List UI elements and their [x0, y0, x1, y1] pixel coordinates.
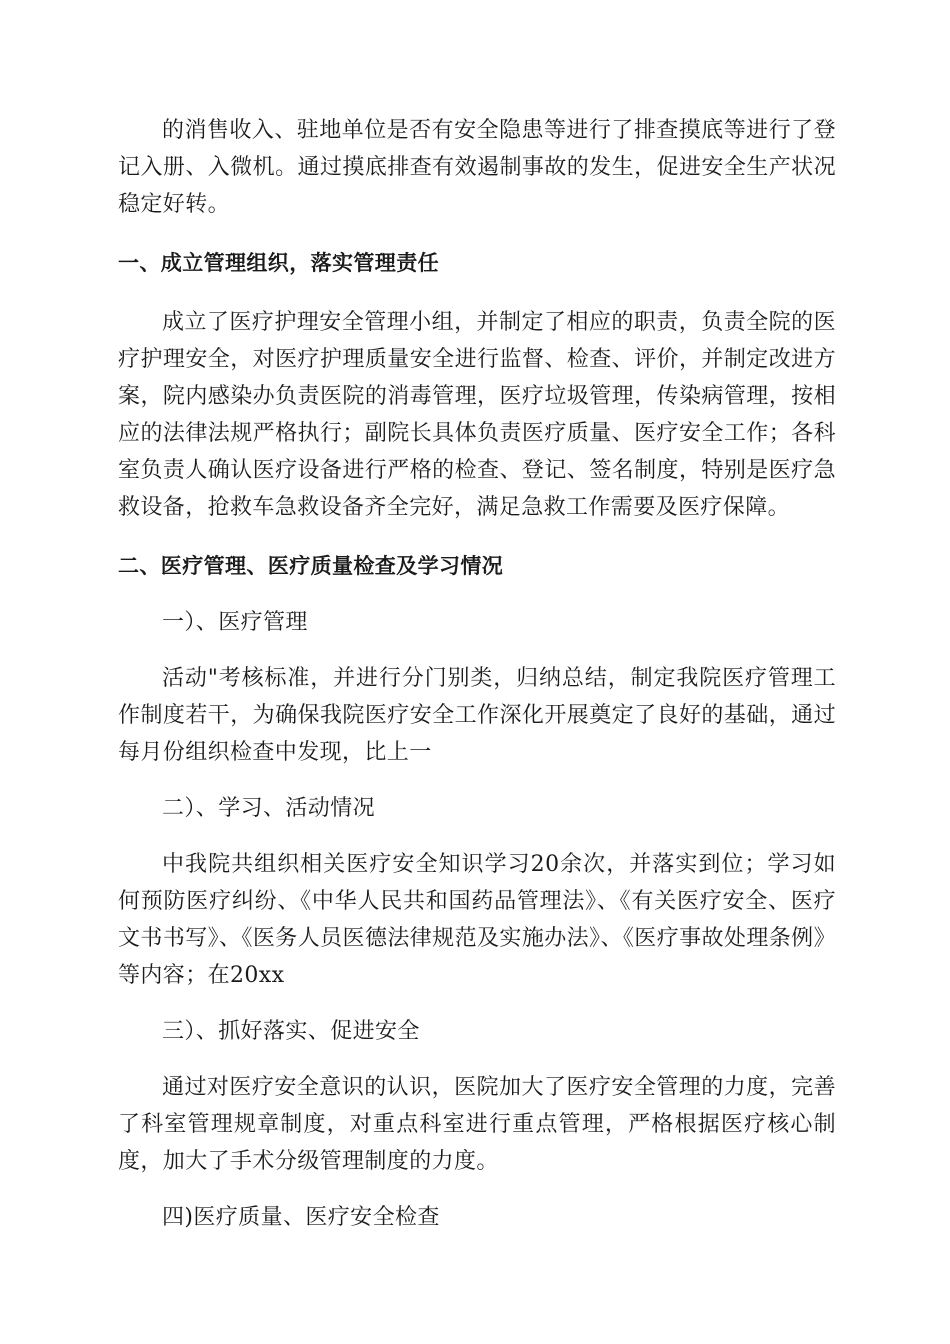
paragraph-medical-management: 活动"考核标准，并进行分门别类，归纳总结，制定我院医疗管理工作制度若干，为确保我院医疗安全工作深化开展奠定了良好的基础，通过每月份组织检查中发现，比上一	[118, 666, 836, 765]
paragraph-study-activities: 中我院共组织相关医疗安全知识学习20余次，并落实到位；学习如何预防医疗纠纷、《中华人民共和国药品管理法》、《有关医疗安全、医疗文书书写》、《医务人员医德法律规范及实施办法》、《医疗事故处理条例》等内容；在20xx	[118, 852, 836, 988]
spacer	[118, 1180, 836, 1199]
subheading-implementation: 三）、抓好落实、促进安全	[162, 1019, 420, 1044]
document-page	[118, 112, 836, 1236]
spacer	[118, 526, 836, 548]
spacer	[118, 771, 836, 790]
subheading-study-activities: 二）、学习、活动情况	[162, 796, 376, 821]
subheading-medical-management: 一）、医疗管理	[162, 610, 308, 635]
spacer	[118, 827, 836, 846]
spacer	[118, 282, 836, 304]
spacer	[118, 994, 836, 1013]
subheading-quality-inspection: 四)医疗质量、医疗安全检查	[162, 1205, 440, 1230]
paragraph-implementation: 通过对医疗安全意识的认识，医院加大了医疗安全管理的力度，完善了科室管理规章制度，对重点科室进行重点管理，严格根据医疗核心制度，加大了手术分级管理制度的力度。	[118, 1075, 836, 1174]
paragraph-management-org: 成立了医疗护理安全管理小组，并制定了相应的职责，负责全院的医疗护理安全，对医疗护理质量安全进行监督、检查、评价，并制定改进方案，院内感染办负责医院的消毒管理，医疗垃圾管理，传染病管理，按相应的法律法规严格执行；副院长具体负责医疗质量、医疗安全工作；各科室负责人确认医疗设备进行严格的检查、登记、签名制度，特别是医疗急救设备，抢救车急救设备齐全完好，满足急救工作需要及医疗保障。	[118, 310, 836, 520]
section-heading-2: 二、医疗管理、医疗质量检查及学习情况	[118, 554, 504, 578]
spacer	[118, 1050, 836, 1069]
spacer	[118, 641, 836, 660]
paragraph-intro: 的消售收入、驻地单位是否有安全隐患等进行了排查摸底等进行了登记入册、入微机。通过摸底排查有效遏制事故的发生，促进安全生产状况稳定好转。	[118, 118, 836, 217]
spacer	[118, 585, 836, 604]
section-heading-1: 一、成立管理组织，落实管理责任	[118, 251, 439, 275]
spacer	[118, 223, 836, 245]
